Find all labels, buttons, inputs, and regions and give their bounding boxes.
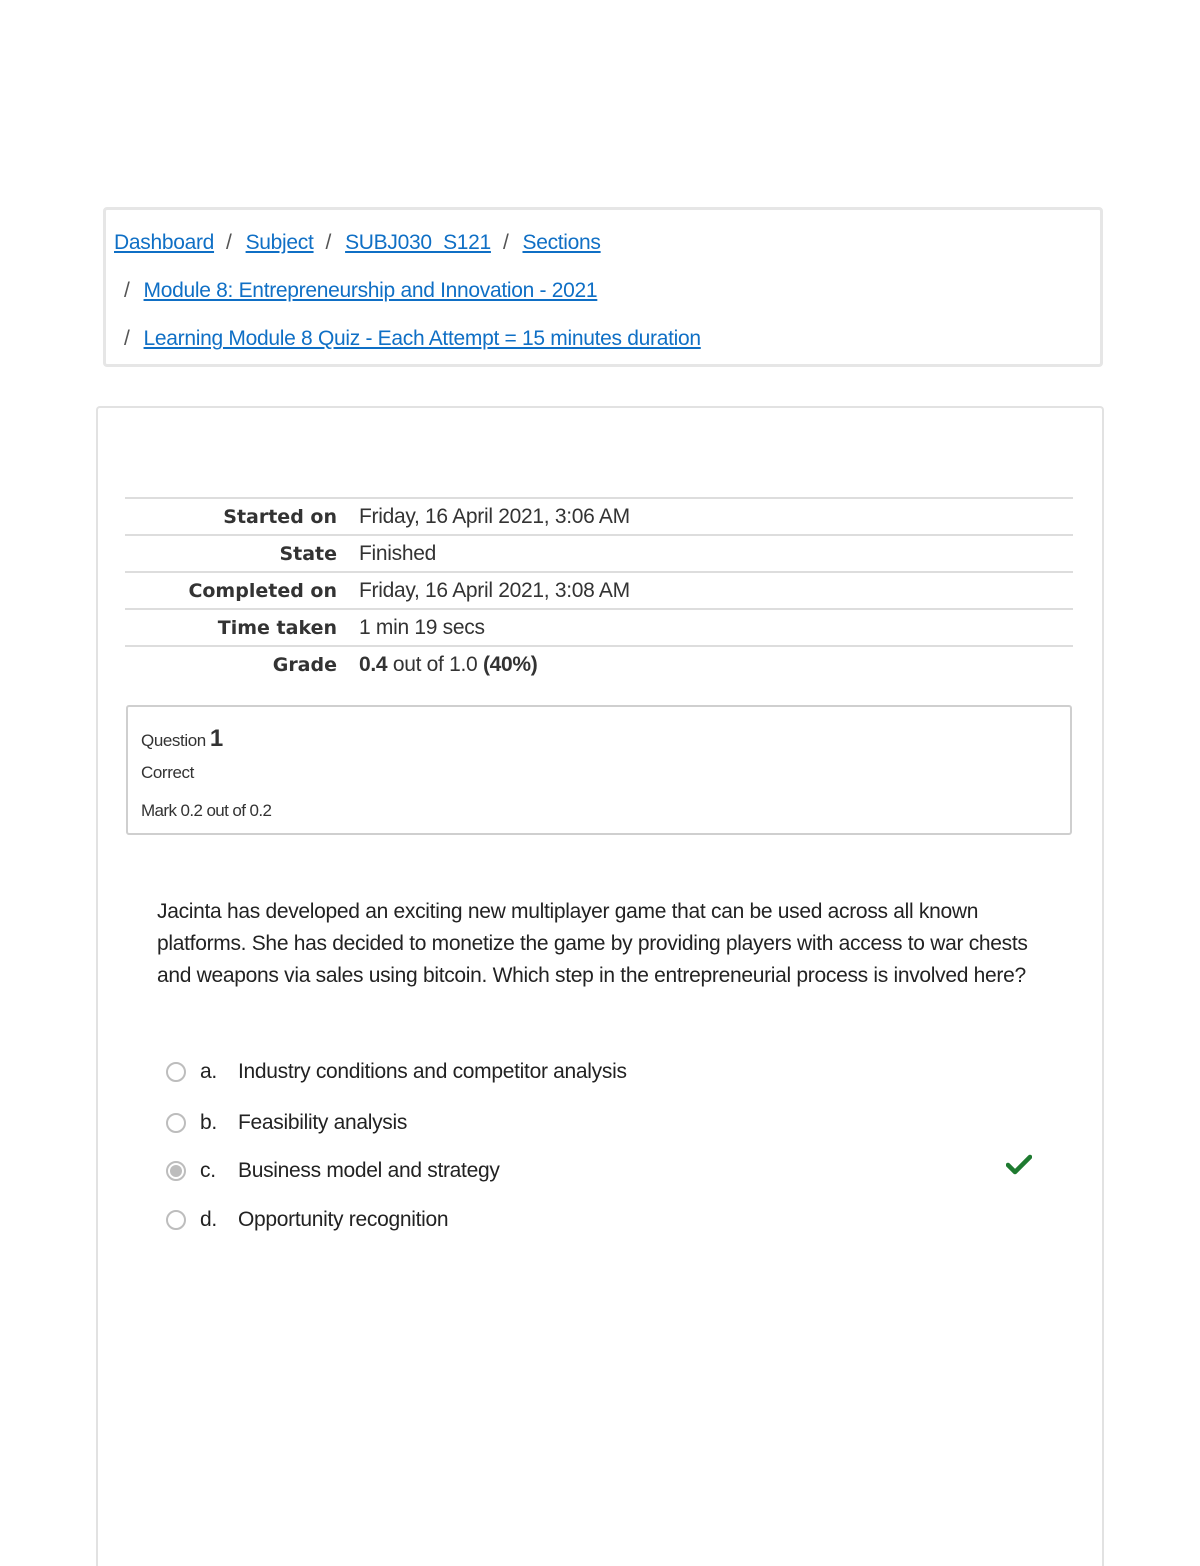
breadcrumb-separator: / [226,231,232,254]
answer-option-a[interactable] [166,1058,1046,1086]
question-label: Question [141,731,206,750]
answer-option-d[interactable] [166,1206,1046,1234]
radio-button[interactable] [166,1113,186,1133]
summary-row-time-taken [125,610,1073,647]
question-number-value: 1 [209,725,223,752]
summary-value-grade [359,653,537,677]
radio-button[interactable] [166,1062,186,1082]
radio-button-selected[interactable] [166,1161,186,1181]
summary-row-completed [125,573,1073,610]
summary-value: Friday, 16 April 2021, 3:06 AM [359,504,630,528]
answer-text: Business model and strategy [238,1159,500,1182]
answer-letter: b. [200,1111,217,1134]
attempt-summary-table [125,497,1073,682]
summary-label: Time taken [217,616,337,639]
summary-value: Friday, 16 April 2021, 3:08 AM [359,578,630,602]
breadcrumb-sections-link[interactable]: Sections [522,231,601,254]
breadcrumb-subject-link[interactable]: Subject [245,231,314,254]
summary-row-started [125,499,1073,536]
breadcrumb-module-link[interactable]: Module 8: Entrepreneurship and Innovation - 2021 [143,279,598,302]
answer-letter: a. [200,1060,217,1083]
answer-option-b[interactable] [166,1109,1046,1137]
answer-letter: d. [200,1208,217,1231]
breadcrumb-separator: / [325,231,332,254]
question-number [141,725,223,753]
question-info-box [126,705,1072,835]
grade-out-of: out of 1.0 [387,652,483,676]
summary-label: State [279,542,337,565]
breadcrumb-separator: / [124,327,130,350]
answer-text: Opportunity recognition [238,1208,449,1231]
breadcrumb-separator: / [124,279,130,302]
summary-label: Started on [223,505,337,528]
check-icon-path [1008,1157,1030,1172]
breadcrumb-dashboard-link[interactable]: Dashboard [114,231,215,254]
breadcrumb-line-2 [124,278,597,304]
breadcrumb-line-1 [114,230,601,256]
answer-text: Feasibility analysis [238,1111,408,1134]
grade-score: 0.4 [359,652,388,676]
question-text: Jacinta has developed an exciting new multiplayer game that can be used across all known platforms. She has decided to monetize the game by providing players with access to war chests and weapons via sales using bitcoin. Which step in the entrepreneurial process is involved here? [157,900,1028,987]
check-icon [1006,1154,1032,1176]
breadcrumb-line-3 [124,326,701,352]
answer-letter: c. [200,1159,216,1182]
question-state: Correct [141,763,194,782]
summary-label: Grade [272,653,337,676]
summary-row-grade [125,647,1073,682]
answer-text: Industry conditions and competitor analysis [238,1060,627,1083]
breadcrumb [103,207,1103,367]
breadcrumb-separator: / [502,231,509,254]
summary-label: Completed on [188,579,337,602]
answer-option-c[interactable] [166,1157,1046,1185]
question-mark: Mark 0.2 out of 0.2 [141,801,272,820]
grade-percent: (40%) [482,652,538,676]
summary-value: 1 min 19 secs [359,615,485,639]
breadcrumb-quiz-link[interactable]: Learning Module 8 Quiz - Each Attempt = 15 minutes duration [143,327,701,350]
radio-button[interactable] [166,1210,186,1230]
breadcrumb-course-link[interactable]: SUBJ030_S121 [345,231,491,254]
summary-row-state [125,536,1073,573]
summary-value: Finished [359,541,436,565]
